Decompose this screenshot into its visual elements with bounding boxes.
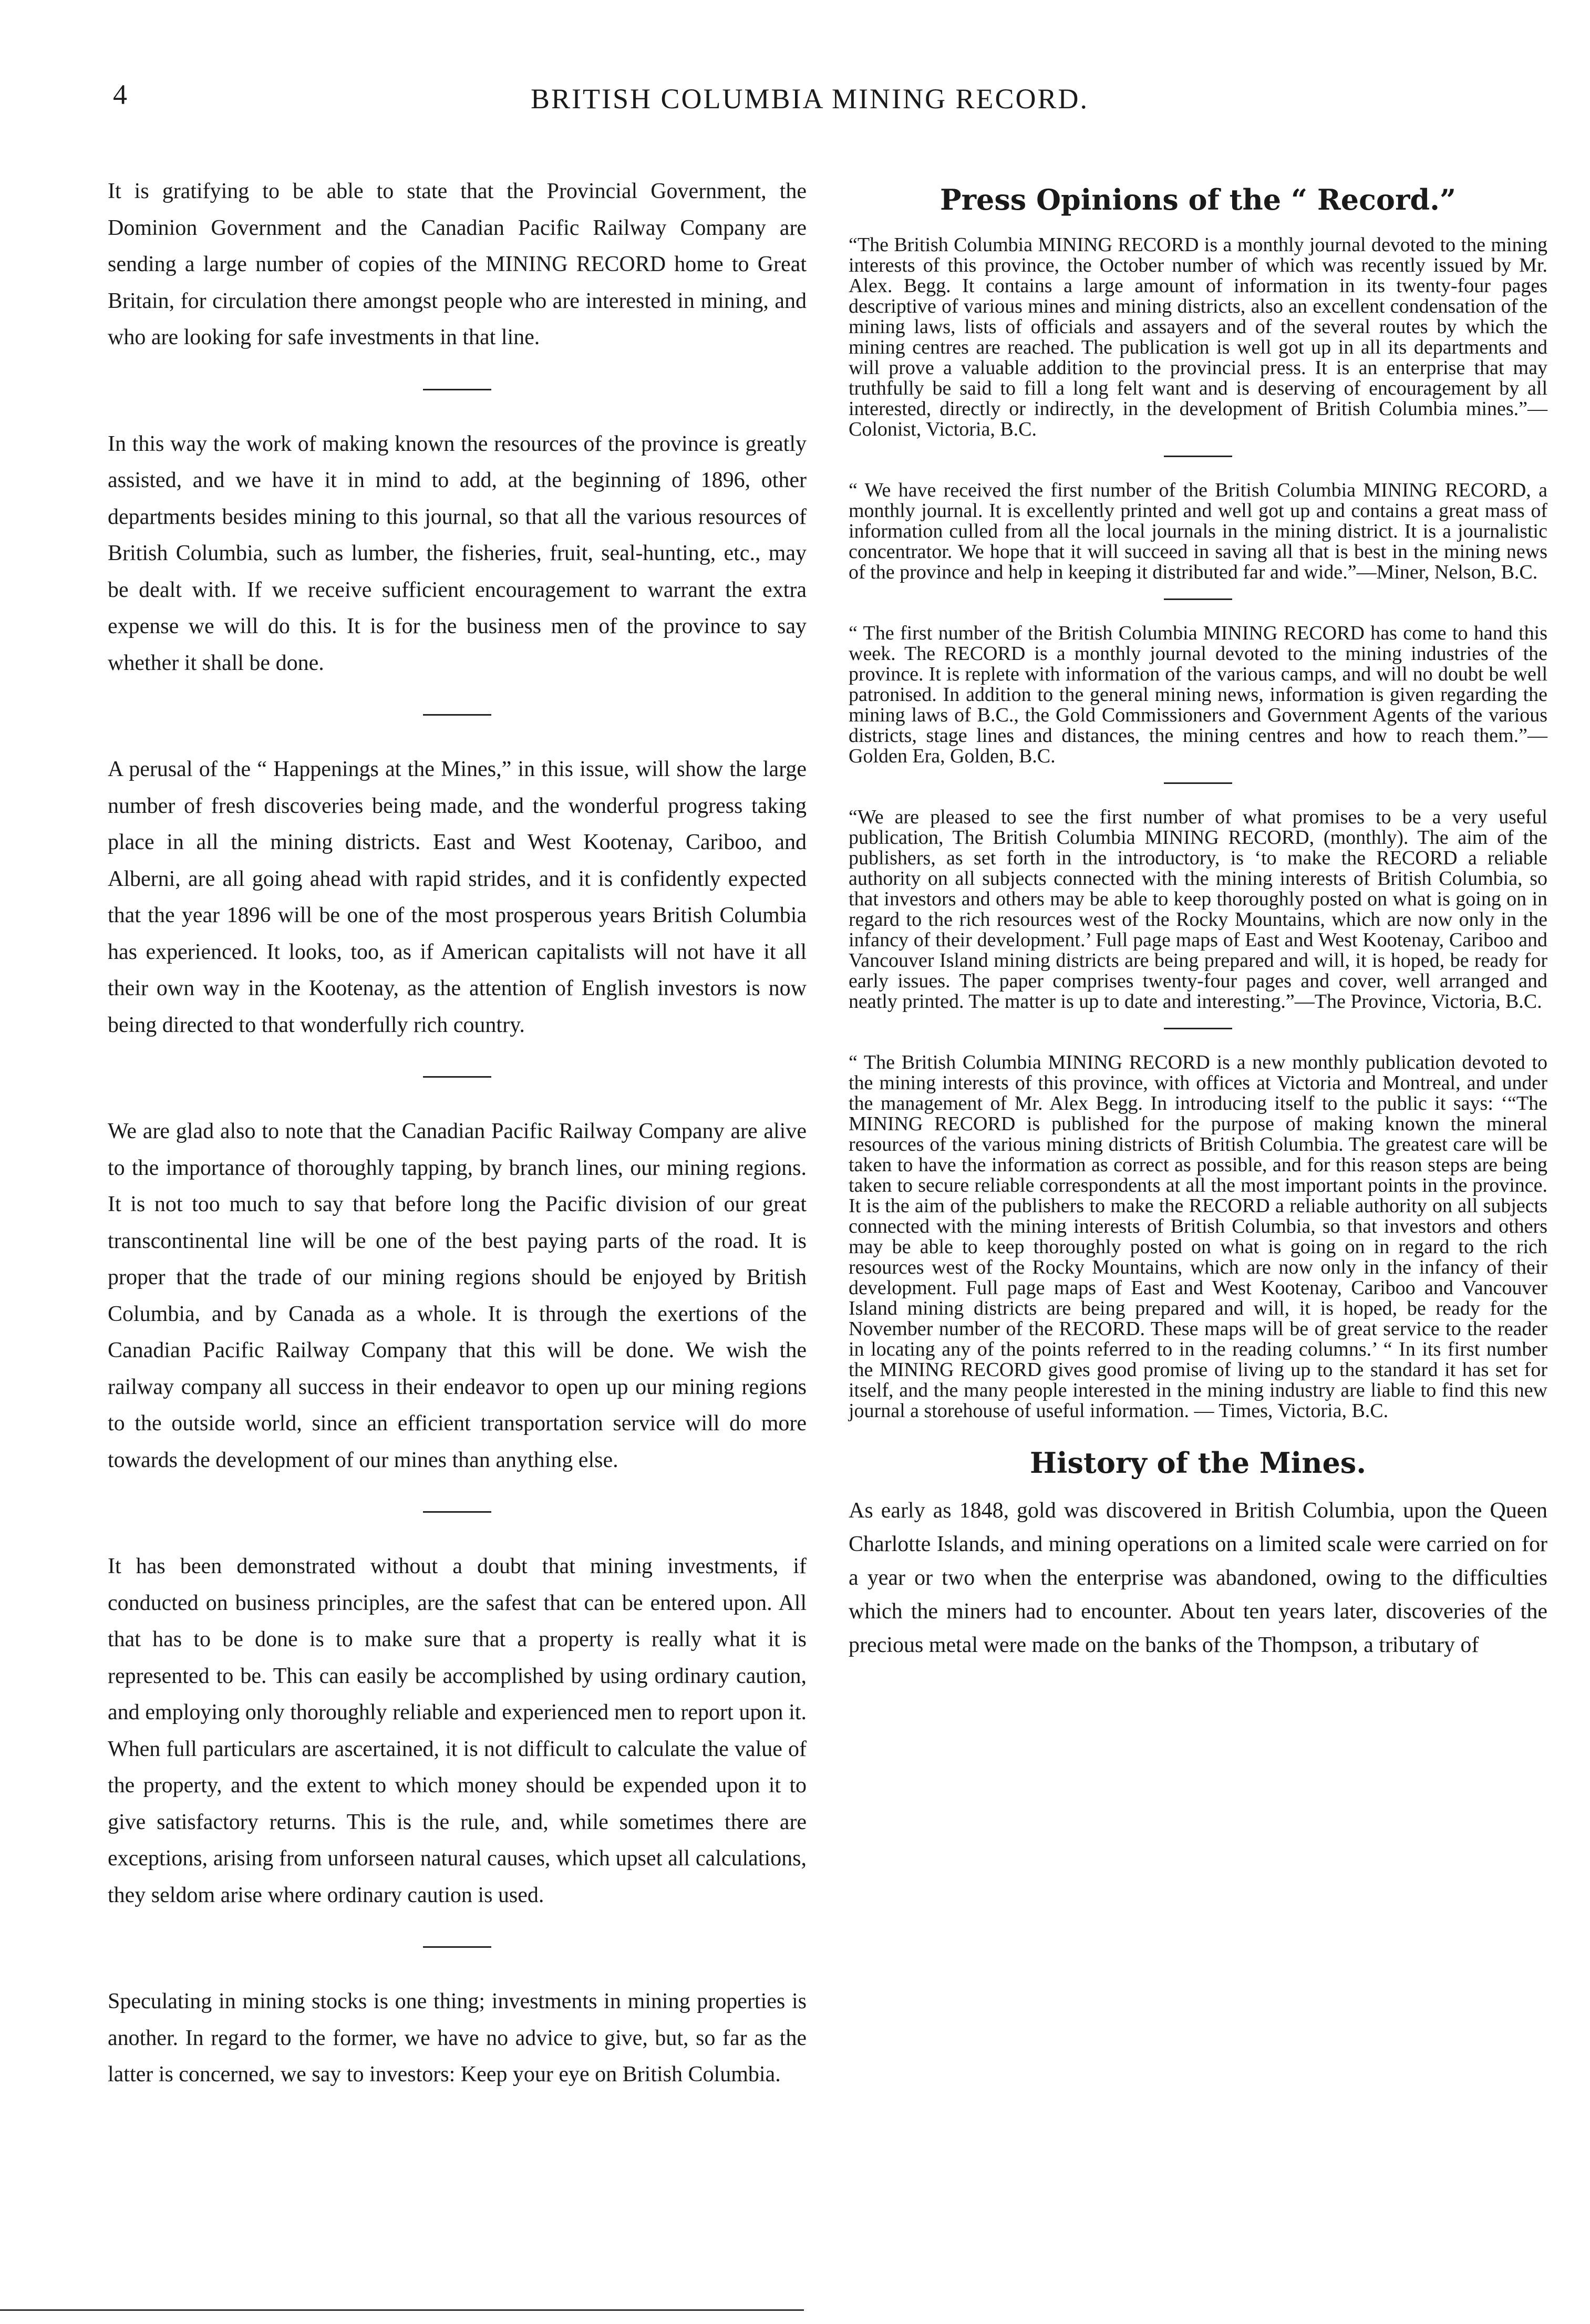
quote-divider	[1164, 456, 1232, 457]
editorial-paragraph: In this way the work of making known the resources of the province is greatly assisted, and we have it in mind to add, at the beginning of 1896, other departments besides mining to this journal, so that all the various resources of British Columbia, such as lumber, the fisheries, fruit, seal-hunting, etc., may be dealt with. If we receive sufficient encouragement to warrant the extra expense we will do this. It is for the business men of the province to say whether it shall be done.	[108, 431, 807, 675]
quote-divider	[1164, 1028, 1232, 1029]
left-column	[108, 173, 807, 2093]
press-quote: “ The first number of the British Columbia MINING RECORD has come to hand this week. The RECORD is a monthly journal devoted to the mining industries of the province. It is replete with information of the various camps, and will no doubt be well patronised. In addition to the general mining news, information is given regarding the mining laws of B.C., the Gold Commissioners and Government Agents of the various districts, stage lines and distances, the mining centres and how to reach them.”—Golden Era, Golden, B.C.	[849, 622, 1547, 767]
section-divider	[423, 1946, 491, 1948]
editorial-paragraph: A perusal of the “ Happenings at the Mines,” in this issue, will show the large number of fresh discoveries being made, and the wonderful progress taking place in all the mining districts. East and West Kootenay, Cariboo, and Alberni, are all going ahead with rapid strides, and it is confidently expected that the year 1896 will be one of the most prosperous years British Columbia has experienced. It looks, too, as if American capitalists will not have it all their own way in the Kootenay, as the attention of English investors is now being directed to that wonderfully rich country.	[108, 757, 807, 1037]
page-bottom-rule	[0, 2309, 804, 2311]
editorial-paragraph: It has been demonstrated without a doubt that mining investments, if conducted on business principles, are the safest that can be entered upon. All that has to be done is to make sure that a property is really what it is represented to be. This can easily be accomplished by using ordinary caution, and employing only thoroughly reliable and experienced men to report upon it. When full particulars are ascertained, it is not difficult to calculate the value of the property, and the extent to which money should be expended upon it to give satisfactory returns. This is the rule, and, while sometimes there are exceptions, arising from unforseen natural causes, which upset all calculations, they seldom arise where ordinary caution is used.	[108, 1554, 807, 1907]
editorial-paragraph: Speculating in mining stocks is one thing; investments in mining properties is another. In regard to the former, we have no advice to give, but, so far as the latter is concerned, we say to investors: Keep your eye on British Columbia.	[108, 1989, 807, 2087]
editorial-paragraph: We are glad also to note that the Canadian Pacific Railway Company are alive to the importance of thoroughly tapping, by branch lines, our mining regions. It is not too much to say that before long the Pacific division of our great transcontinental line will be one of the best paying parts of the road. It is proper that the trade of our mining regions should be enjoyed by British Columbia, and by Canada as a whole. It is through the exertions of the Canadian Pacific Railway Company that this will be done. We wish the railway company all success in their endeavor to open up our mining regions to the outside world, since an efficient transportation service will do more towards the development of our mines than anything else.	[108, 1119, 807, 1472]
page-number: 4	[113, 79, 127, 110]
history-paragraph: As early as 1848, gold was discovered in British Columbia, upon the Queen Charlotte Islands, and mining operations on a limited scale were carried on for a year or two when the enterprise was abandoned, owing to the difficulties which the miners had to encounter. About ten years later, discoveries of the precious metal were made on the banks of the Thompson, a tributary of	[849, 1499, 1547, 1657]
history-heading: History of the Mines.	[1029, 1446, 1367, 1480]
right-column	[849, 181, 1547, 1662]
journal-title: BRITISH COLUMBIA MINING RECORD.	[531, 83, 1089, 115]
press-quote: “The British Columbia MINING RECORD is a monthly journal devoted to the mining interests of this province, the October number of which was recently issued by Mr. Alex. Begg. It contains a large amount of information in its twenty-four pages descriptive of various mines and mining districts, also an excellent condensation of the mining laws, lists of officials and assayers and of the several routes by which the mining centres are reached. The publication is well got up in all its departments and will prove a valuable addition to the provincial press. It is an enterprise that may truthfully be said to fill a long felt want and is deserving of encouragement by all interested, directly or indirectly, in the development of British Columbia mines.”—Colonist, Victoria, B.C.	[849, 234, 1547, 440]
section-divider	[423, 1076, 491, 1078]
press-quote: “We are pleased to see the first number of what promises to be a very useful publication, The British Columbia MINING RECORD, (monthly). The aim of the publishers, as set forth in the introductory, is ‘to make the RECORD a reliable authority on all subjects connected with the mining interests of British Columbia, so that investors and others may be able to keep thoroughly posted on what is going on in regard to the rich resources west of the Rocky Mountains, which are now only in the infancy of their development.’ Full page maps of East and West Kootenay, Cariboo and Vancouver Island mining districts are being prepared and will, it is hoped, be ready for early issues. The paper comprises twenty-four pages and cover, well arranged and neatly printed. The matter is up to date and interesting.”—The Province, Victoria, B.C.	[849, 806, 1547, 1013]
press-quote: “ We have received the first number of the British Columbia MINING RECORD, a monthly journal. It is excellently printed and well got up and contains a great mass of information culled from all the local journals in the mining district. It is a journalistic concentrator. We hope that it will succeed in saving all that is best in the mining news of the province and help in keeping it distributed far and wide.”—Miner, Nelson, B.C.	[849, 479, 1547, 583]
press-opinions-heading: Press Opinions of the “ Record.”	[939, 183, 1457, 216]
quote-divider	[1164, 782, 1232, 784]
quote-divider	[1164, 598, 1232, 600]
section-divider	[423, 714, 491, 716]
press-quote: “ The British Columbia MINING RECORD is a new monthly publication devoted to the mining interests of this province, with offices at Victoria and Montreal, and under the management of Mr. Alex Begg. In introducing itself to the public it says: ‘“The MINING RECORD is published for the purpose of making known the mineral resources of the various mining districts of British Columbia. The greatest care will be taken to have the information as correct as possible, and for this reason steps are being taken to secure reliable correspondents at all the most important points in the province. It is the aim of the publishers to make the RECORD a reliable authority on all subjects connected with the mining interests of British Columbia, so that investors and others may be able to keep thoroughly posted on what is going on in regard to the rich resources west of the Rocky Mountains, which are now only in the infancy of their development. Full page maps of East and West Kootenay, Cariboo and Vancouver Island mining districts are being prepared and will, it is hoped, be ready for the November number of the RECORD. These maps will be of great service to the reader in locating any of the points referred to in the reading columns.’ “ In its first number the MINING RECORD gives good promise of living up to the standard it has set for itself, and the many people interested in the mining industry are liable to find this new journal a storehouse of useful information. — Times, Victoria, B.C.	[849, 1051, 1547, 1422]
section-divider	[423, 389, 491, 390]
running-head	[0, 79, 1590, 131]
section-divider	[423, 1511, 491, 1513]
editorial-paragraph: It is gratifying to be able to state that the Provincial Government, the Dominion Government and the Canadian Pacific Railway Company are sending a large number of copies of the MINING RECORD home to Great Britain, for circulation there amongst people who are interested in mining, and who are looking for safe investments in that line.	[108, 179, 807, 349]
